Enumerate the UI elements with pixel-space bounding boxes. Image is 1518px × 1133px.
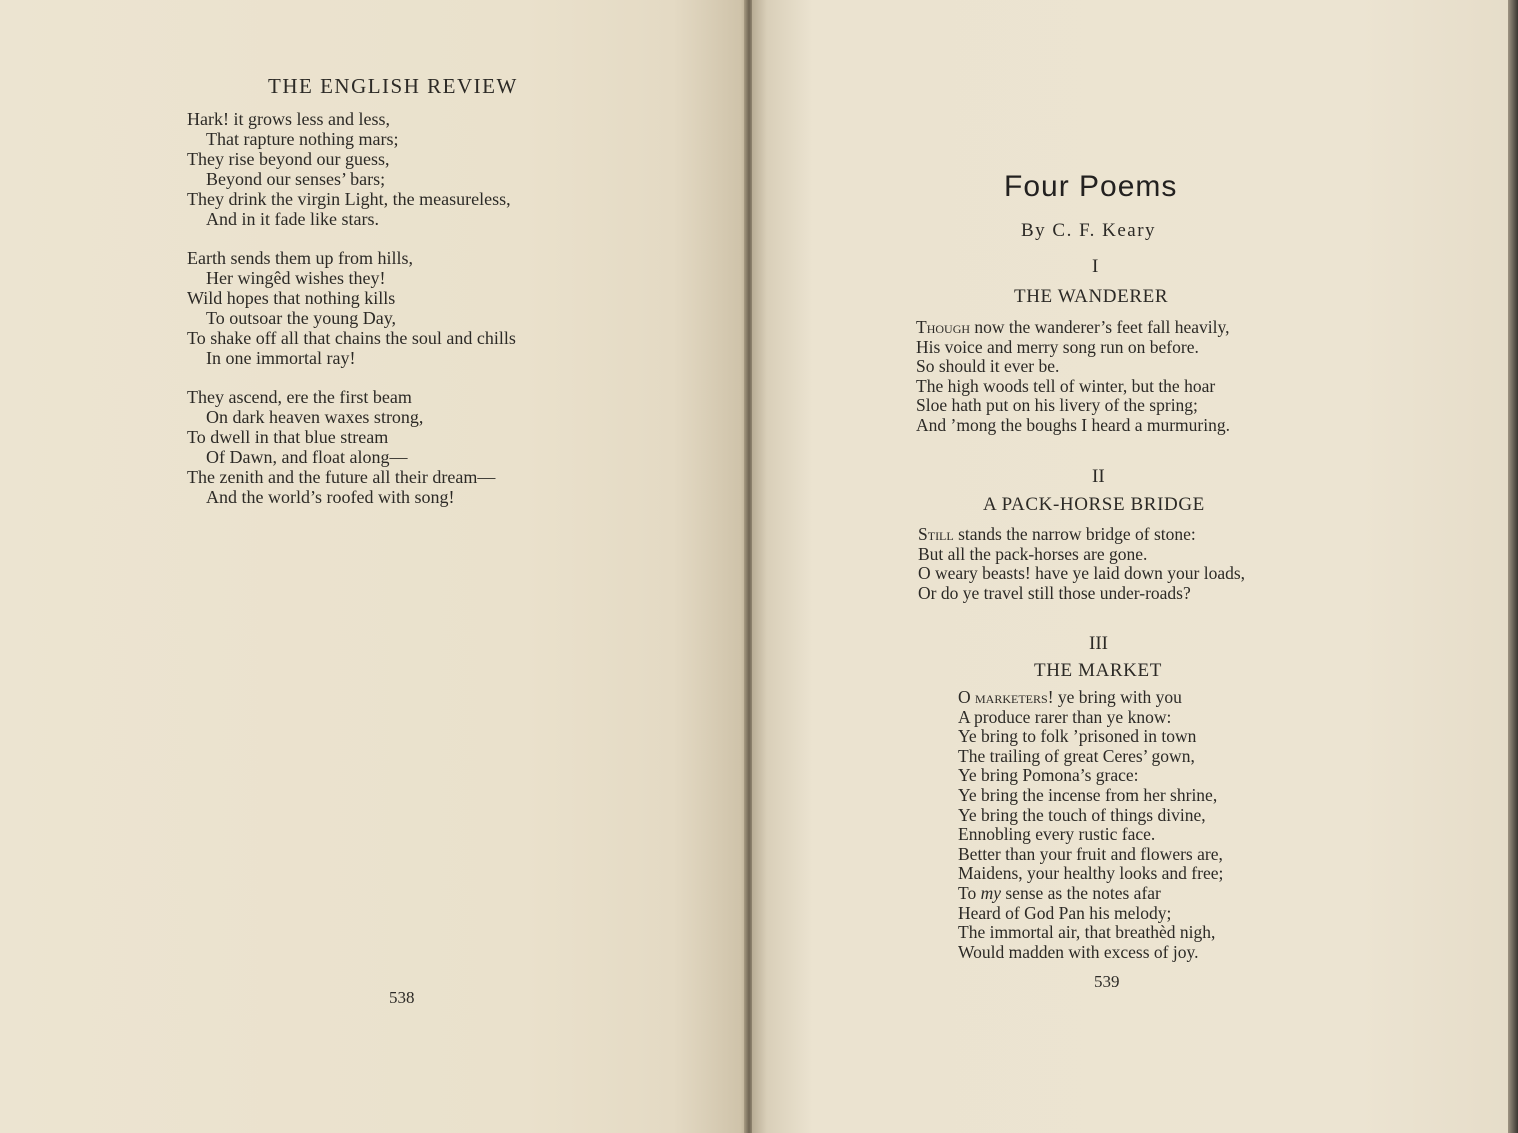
verse-line: In one immortal ray!	[206, 347, 356, 368]
verse-line: To outsoar the young Day,	[206, 307, 397, 328]
verse-text: stands the narrow bridge of stone:	[953, 524, 1196, 544]
verse-line: And in it fade like stars.	[206, 208, 379, 229]
verse-line: Ye bring the touch of things divine,	[958, 804, 1206, 825]
verse-line: Of Dawn, and float along—	[206, 446, 408, 467]
verse-line: So should it ever be.	[916, 356, 1060, 377]
verse-line	[958, 688, 1223, 708]
small-caps-lead: O marketers	[958, 687, 1048, 707]
poem-numeral-2: II	[1092, 466, 1105, 487]
verse-line: Ennobling every rustic face.	[958, 824, 1156, 845]
stanza-3	[187, 388, 495, 507]
verse-line: Heard of God Pan his melody;	[958, 902, 1172, 923]
verse-line	[918, 525, 1245, 545]
verse-line: A produce rarer than ye know:	[958, 706, 1172, 727]
poem-market	[958, 688, 1223, 962]
page-edge	[1508, 0, 1518, 1133]
poem-wanderer	[916, 318, 1230, 436]
verse-line: Her wingêd wishes they!	[206, 267, 386, 288]
verse-line: O weary beasts! have ye laid down your loads,	[918, 563, 1246, 584]
verse-line: Maidens, your healthy looks and free;	[958, 863, 1224, 884]
poem-title-market: THE MARKET	[1034, 660, 1162, 681]
verse-line: Hark! it grows less and less,	[187, 109, 390, 129]
poem-title-wanderer: THE WANDERER	[1014, 286, 1169, 307]
poem-numeral-1: I	[1092, 256, 1099, 277]
verse-line: Wild hopes that nothing kills	[187, 287, 396, 308]
verse-line: Ye bring the incense from her shrine,	[958, 784, 1218, 805]
page-title: Four Poems	[1004, 170, 1178, 203]
verse-line: They ascend, ere the first beam	[187, 387, 412, 407]
verse-text: sense as the notes afar	[1001, 882, 1161, 903]
verse-line	[916, 318, 1230, 338]
small-caps-lead: Still	[918, 524, 954, 544]
verse-line: Ye bring Pomona’s grace:	[958, 765, 1139, 786]
verse-line: The immortal air, that breathèd nigh,	[958, 922, 1216, 943]
verse-text: now the wanderer’s feet fall heavily,	[970, 317, 1230, 337]
verse-line: The zenith and the future all their dream—	[187, 466, 496, 487]
verse-line: And ’mong the boughs I heard a murmuring.	[916, 414, 1230, 435]
author-byline: By C. F. Keary	[1021, 220, 1157, 241]
verse-line: But all the pack-horses are gone.	[918, 543, 1148, 564]
verse-line: The trailing of great Ceres’ gown,	[958, 745, 1195, 766]
verse-line: Sloe hath put on his livery of the spring;	[916, 395, 1198, 416]
stanza-2	[187, 249, 516, 368]
verse-line: His voice and merry song run on before.	[916, 336, 1199, 357]
verse-text: ! ye bring with you	[1047, 687, 1182, 707]
italic-word: my	[980, 882, 1001, 903]
verse-line: That rapture nothing mars;	[206, 128, 399, 149]
poem-title-pack-horse-bridge: A PACK-HORSE BRIDGE	[983, 494, 1205, 515]
page-number-right: 539	[1094, 972, 1120, 991]
running-head: THE ENGLISH REVIEW	[268, 74, 518, 98]
poem-pack-horse-bridge	[918, 525, 1245, 603]
verse-line: Ye bring to folk ’prisoned in town	[958, 726, 1197, 747]
page-number-left: 538	[389, 988, 415, 1007]
verse-line: Better than your fruit and flowers are,	[958, 843, 1223, 864]
poem-numeral-3: III	[1089, 633, 1108, 654]
verse-line: The high woods tell of winter, but the hoar	[916, 375, 1216, 396]
verse-text: To	[958, 882, 981, 903]
verse-line: Would madden with excess of joy.	[958, 941, 1199, 962]
verse-line: On dark heaven waxes strong,	[206, 406, 424, 427]
verse-line	[958, 884, 1223, 904]
verse-line: Earth sends them up from hills,	[187, 248, 413, 268]
verse-line: To shake off all that chains the soul and chills	[187, 327, 516, 348]
small-caps-lead: Though	[916, 317, 971, 337]
stanza-1	[187, 110, 511, 229]
verse-line: Beyond our senses’ bars;	[206, 168, 386, 189]
verse-line: They drink the virgin Light, the measureless,	[187, 188, 511, 209]
verse-line: They rise beyond our guess,	[187, 148, 390, 169]
verse-line: Or do ye travel still those under-roads?	[918, 582, 1191, 603]
verse-line: And the world’s roofed with song!	[206, 486, 455, 507]
verse-line: To dwell in that blue stream	[187, 426, 389, 447]
